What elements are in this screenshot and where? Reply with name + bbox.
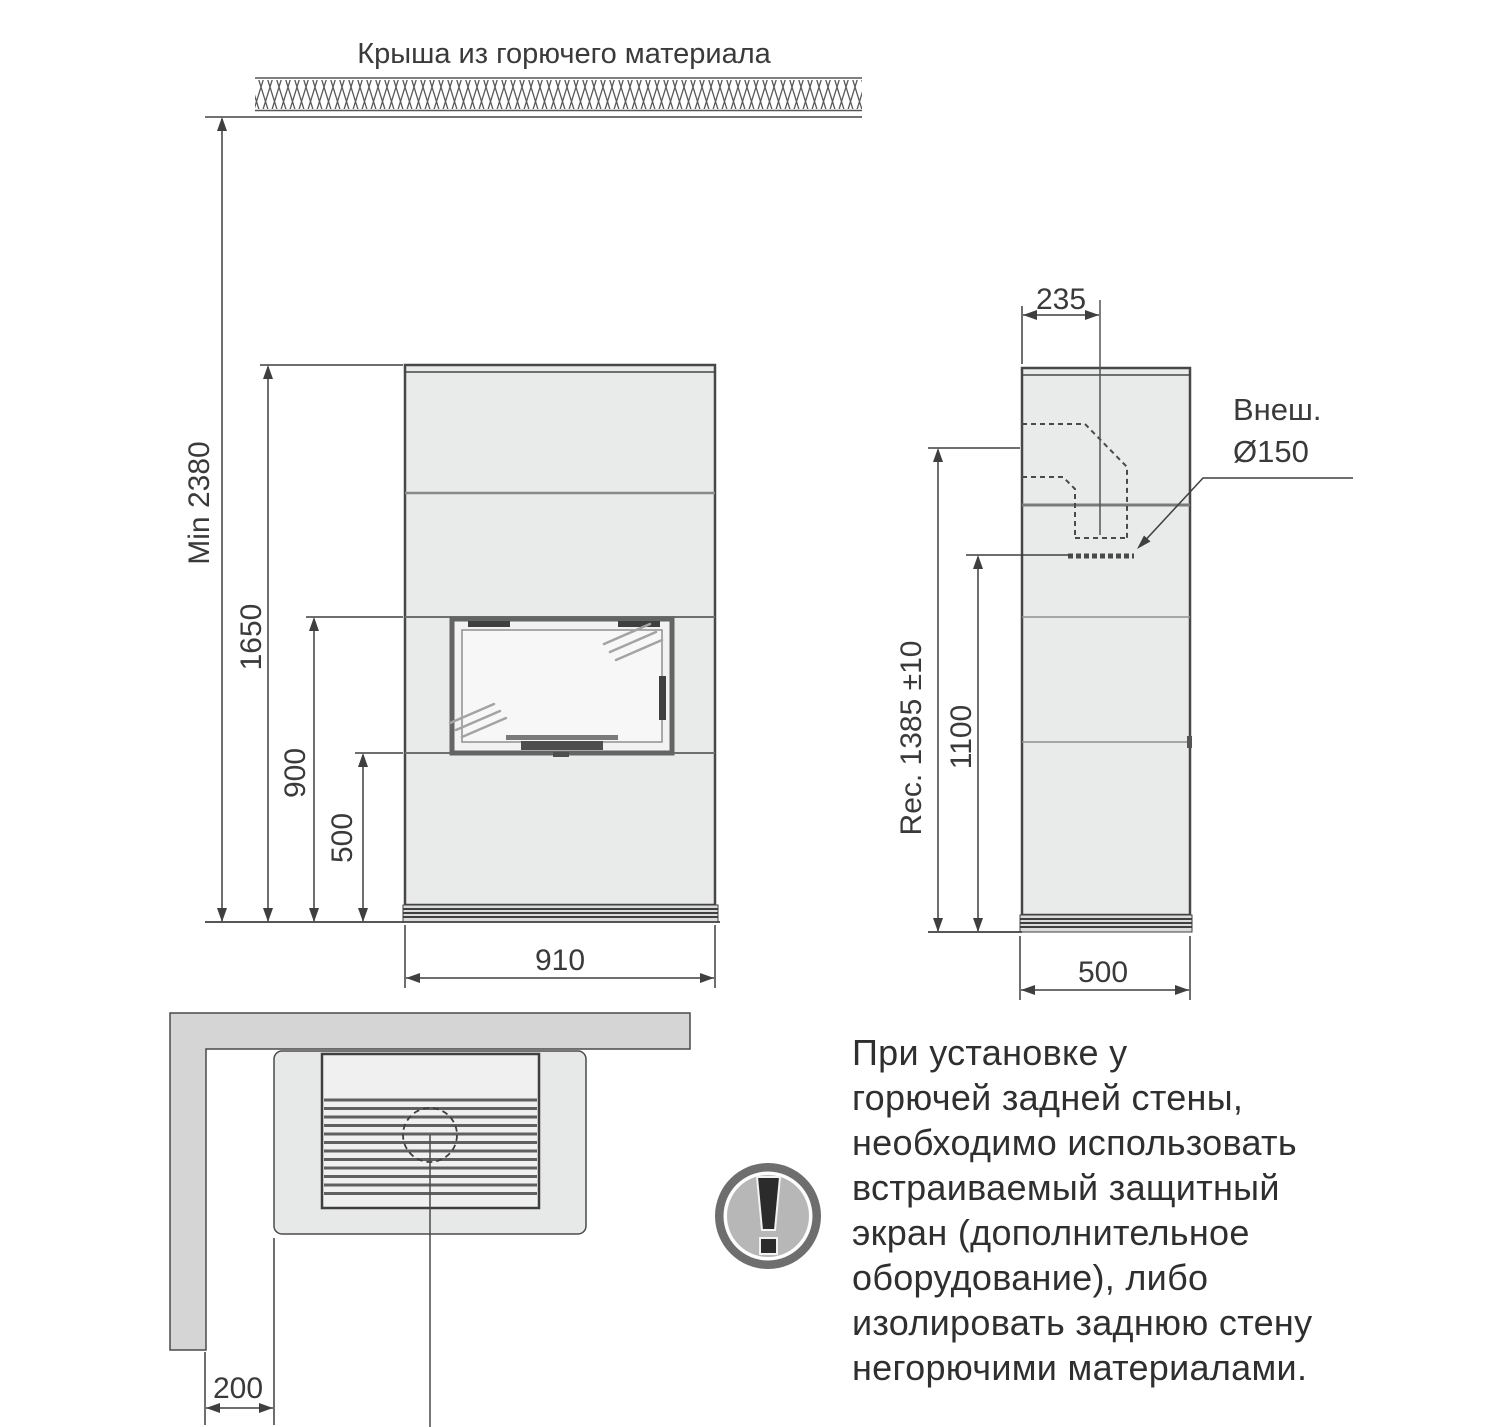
warning-line: экран (дополнительное (852, 1212, 1250, 1253)
plan-view (170, 1013, 690, 1427)
warning-line: встраиваемый защитный (852, 1167, 1280, 1208)
warning-line: негорючими материалами. (852, 1347, 1308, 1388)
dim-1650-label: 1650 (235, 603, 268, 671)
dim-200-label: 200 (212, 1372, 264, 1405)
warning-exclamation-icon (715, 1163, 821, 1269)
warning-line: При установке у (852, 1032, 1128, 1073)
flue-label-line2: Ø150 (1233, 434, 1309, 469)
warning-line: изолировать заднюю стену (852, 1302, 1313, 1343)
dim-500-side-label: 500 (1077, 956, 1129, 989)
dim-500-front (355, 753, 403, 922)
warning-line: необходимо использовать (852, 1122, 1297, 1163)
roof-label: Крыша из горючего материала (357, 38, 771, 70)
dim-235-label: 235 (1035, 283, 1087, 316)
warning-line: горючей задней стены, (852, 1077, 1244, 1118)
dim-min-2380-label: Min 2380 (183, 441, 216, 565)
front-view (403, 365, 718, 922)
dim-min-2380 (217, 117, 227, 922)
front-plinth (403, 905, 718, 922)
dim-1100-label: 1100 (945, 704, 978, 770)
dim-500-front-label: 500 (326, 812, 359, 864)
warning-line: оборудование), либо (852, 1257, 1209, 1298)
dim-910-label: 910 (534, 944, 586, 977)
warning-text (852, 1030, 1312, 1390)
firebox-window (450, 619, 672, 757)
dim-rec-1385-label: Rec. 1385 ±10 (895, 640, 928, 836)
flue-label-line1: Внеш. (1233, 392, 1322, 427)
roof-band (205, 78, 862, 117)
side-plinth (1020, 915, 1192, 932)
dim-900-label: 900 (279, 747, 312, 799)
